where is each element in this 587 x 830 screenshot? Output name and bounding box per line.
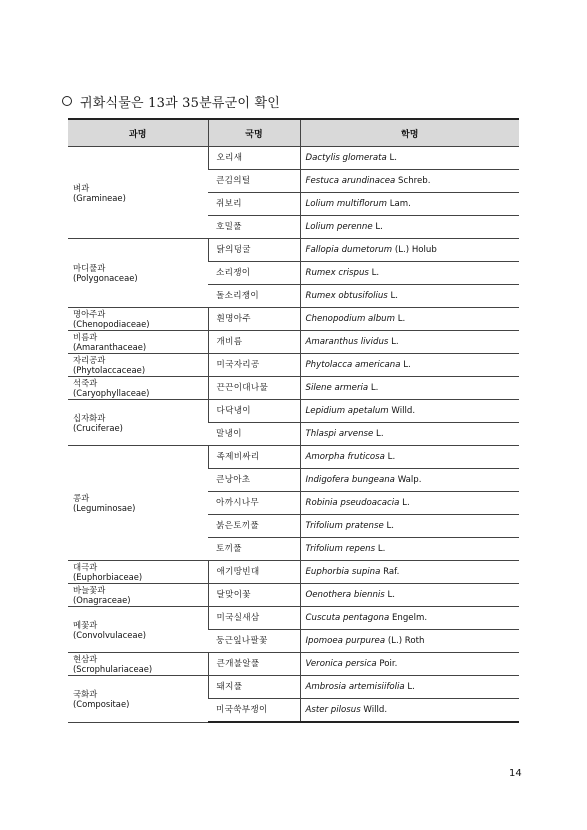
binomial-name: Festuca arundinacea <box>305 176 396 186</box>
author-citation: L. <box>391 337 399 347</box>
korean-name-cell: 애기땅빈대 <box>208 561 300 584</box>
binomial-name: Indigofera bungeana <box>305 475 395 485</box>
scientific-name-cell <box>300 400 519 423</box>
scientific-name-cell <box>300 469 519 492</box>
author-citation: Willd. <box>363 705 388 715</box>
author-citation: L. <box>370 383 379 393</box>
binomial-name: Lolium multiflorum <box>305 199 387 209</box>
author-citation: L. <box>377 544 386 554</box>
table-row <box>68 400 519 423</box>
header-scientific-name: 학명 <box>300 119 519 147</box>
family-korean-name: 현삼과 <box>73 654 98 664</box>
table-header-row <box>68 119 519 147</box>
binomial-name: Euphorbia supina <box>305 567 381 577</box>
family-latin-name: (Scrophulariaceae) <box>73 664 153 674</box>
author-citation: L. <box>387 452 396 462</box>
scientific-name-cell <box>300 423 519 446</box>
scientific-name-cell <box>300 561 519 584</box>
binomial-name: Robinia pseudoacacia <box>305 498 400 508</box>
author-citation: L. <box>397 314 406 324</box>
family-cell <box>68 377 208 400</box>
family-cell <box>68 331 208 354</box>
section-heading <box>62 92 280 111</box>
korean-name-cell: 미국실새삼 <box>208 607 300 630</box>
korean-name-cell: 토끼풀 <box>208 538 300 561</box>
korean-name-cell: 족제비싸리 <box>208 446 300 469</box>
korean-name-cell: 흰명아주 <box>208 308 300 331</box>
scientific-name-cell <box>300 170 519 193</box>
table-row <box>68 607 519 630</box>
family-cell <box>68 446 208 561</box>
author-citation: Engelm. <box>391 613 428 623</box>
family-cell <box>68 147 208 239</box>
scientific-name-cell <box>300 262 519 285</box>
korean-name-cell: 호밀풀 <box>208 216 300 239</box>
author-citation: L. <box>376 429 384 439</box>
family-cell <box>68 676 208 723</box>
table-row <box>68 308 519 331</box>
table-row <box>68 239 519 262</box>
header-korean-name: 국명 <box>208 119 300 147</box>
korean-name-cell: 달맞이꽃 <box>208 584 300 607</box>
scientific-name-cell <box>300 584 519 607</box>
korean-name-cell: 다닥냉이 <box>208 400 300 423</box>
table-row <box>68 354 519 377</box>
family-latin-name: (Gramineae) <box>73 192 126 203</box>
binomial-name: Thlaspi arvense <box>305 429 374 439</box>
family-latin-name: (Chenopodiaceae) <box>73 319 150 329</box>
family-latin-name: (Compositae) <box>73 698 130 709</box>
family-korean-name: 국화과 <box>73 688 98 699</box>
scientific-name-cell <box>300 147 519 170</box>
family-cell <box>68 584 208 607</box>
author-citation: Poir. <box>379 659 398 669</box>
scientific-name-cell <box>300 354 519 377</box>
family-korean-name: 대극과 <box>73 562 98 572</box>
binomial-name: Rumex crispus <box>305 268 369 278</box>
korean-name-cell: 아까시나무 <box>208 492 300 515</box>
scientific-name-cell <box>300 216 519 239</box>
family-cell <box>68 354 208 377</box>
family-latin-name: (Convolvulaceae) <box>73 629 146 640</box>
binomial-name: Oenothera biennis <box>305 590 385 600</box>
table-body <box>68 147 519 723</box>
scientific-name-cell <box>300 193 519 216</box>
author-citation: Raf. <box>383 567 400 577</box>
binomial-name: Ambrosia artemisiifolia <box>305 682 405 692</box>
author-citation: Walp. <box>397 475 422 485</box>
scientific-name-cell <box>300 630 519 653</box>
binomial-name: Trifolium repens <box>305 544 376 554</box>
korean-name-cell: 둥근잎나팔꽃 <box>208 630 300 653</box>
family-korean-name: 메꽃과 <box>73 619 98 630</box>
korean-name-cell: 말냉이 <box>208 423 300 446</box>
binomial-name: Ipomoea purpurea <box>305 636 386 646</box>
korean-name-cell: 큰김의털 <box>208 170 300 193</box>
family-cell <box>68 561 208 584</box>
family-latin-name: (Caryophyllaceae) <box>73 388 150 398</box>
scientific-name-cell <box>300 538 519 561</box>
binomial-name: Aster pilosus <box>305 705 361 715</box>
binomial-name: Chenopodium album <box>305 314 395 324</box>
family-latin-name: (Leguminosae) <box>73 503 136 513</box>
korean-name-cell: 끈끈이대나물 <box>208 377 300 400</box>
scientific-name-cell <box>300 699 519 723</box>
family-korean-name: 비름과 <box>73 332 98 342</box>
table-row <box>68 446 519 469</box>
author-citation: L. <box>407 682 415 692</box>
binomial-name: Phytolacca americana <box>305 360 401 370</box>
korean-name-cell: 오리새 <box>208 147 300 170</box>
binomial-name: Amaranthus lividus <box>305 337 389 347</box>
table-row <box>68 653 519 676</box>
family-cell <box>68 308 208 331</box>
binomial-name: Veronica persica <box>305 659 377 669</box>
family-korean-name: 자리공과 <box>73 355 106 365</box>
section-heading-text: 귀화식물은 13과 35분류군이 확인 <box>80 96 280 111</box>
korean-name-cell: 닭의덩굴 <box>208 239 300 262</box>
scientific-name-cell <box>300 446 519 469</box>
binomial-name: Cuscuta pentagona <box>305 613 390 623</box>
korean-name-cell: 개비름 <box>208 331 300 354</box>
author-citation: Willd. <box>391 406 416 416</box>
family-latin-name: (Amaranthaceae) <box>73 342 147 352</box>
binomial-name: Rumex obtusifolius <box>305 291 388 301</box>
binomial-name: Lepidium apetalum <box>305 406 389 416</box>
table-row <box>68 676 519 699</box>
author-citation: (L.) Holub <box>394 245 437 255</box>
korean-name-cell: 돼지풀 <box>208 676 300 699</box>
family-korean-name: 마디풀과 <box>73 263 106 273</box>
family-korean-name: 석죽과 <box>73 378 98 388</box>
author-citation: L. <box>403 360 411 370</box>
family-cell <box>68 607 208 653</box>
author-citation: L. <box>390 291 399 301</box>
family-latin-name: (Polygonaceae) <box>73 273 138 283</box>
scientific-name-cell <box>300 239 519 262</box>
scientific-name-cell <box>300 515 519 538</box>
author-citation: L. <box>389 153 398 163</box>
korean-name-cell: 쥐보리 <box>208 193 300 216</box>
circle-bullet-icon <box>62 96 72 106</box>
table-row <box>68 561 519 584</box>
author-citation: L. <box>375 222 383 232</box>
family-korean-name: 명아주과 <box>73 309 106 319</box>
korean-name-cell: 소리쟁이 <box>208 262 300 285</box>
korean-name-cell: 붉은토끼풀 <box>208 515 300 538</box>
author-citation: (L.) Roth <box>387 636 425 646</box>
scientific-name-cell <box>300 607 519 630</box>
naturalized-plants-table <box>68 118 519 723</box>
family-korean-name: 바늘꽃과 <box>73 585 106 595</box>
family-cell <box>68 239 208 308</box>
author-citation: L. <box>387 590 396 600</box>
scientific-name-cell <box>300 377 519 400</box>
korean-name-cell: 미국쑥부쟁이 <box>208 699 300 723</box>
family-latin-name: (Cruciferae) <box>73 422 123 433</box>
table-row <box>68 584 519 607</box>
scientific-name-cell <box>300 676 519 699</box>
family-latin-name: (Euphorbiaceae) <box>73 572 143 582</box>
scientific-name-cell <box>300 492 519 515</box>
binomial-name: Dactylis glomerata <box>305 153 387 163</box>
author-citation: L. <box>371 268 380 278</box>
korean-name-cell: 큰개불알풀 <box>208 653 300 676</box>
table-row <box>68 147 519 170</box>
binomial-name: Amorpha fruticosa <box>305 452 385 462</box>
scientific-name-cell <box>300 285 519 308</box>
page-number: 14 <box>509 768 522 779</box>
family-cell <box>68 400 208 446</box>
binomial-name: Fallopia dumetorum <box>305 245 393 255</box>
korean-name-cell: 돌소리쟁이 <box>208 285 300 308</box>
binomial-name: Trifolium pratense <box>305 521 384 531</box>
family-korean-name: 벼과 <box>73 182 90 193</box>
family-cell <box>68 653 208 676</box>
binomial-name: Silene armeria <box>305 383 369 393</box>
family-korean-name: 십자화과 <box>73 412 106 423</box>
scientific-name-cell <box>300 331 519 354</box>
korean-name-cell: 미국자리공 <box>208 354 300 377</box>
korean-name-cell: 큰낭아초 <box>208 469 300 492</box>
author-citation: Lam. <box>389 199 411 209</box>
family-latin-name: (Onagraceae) <box>73 595 131 605</box>
scientific-name-cell <box>300 308 519 331</box>
binomial-name: Lolium perenne <box>305 222 373 232</box>
author-citation: L. <box>402 498 410 508</box>
table-row <box>68 331 519 354</box>
table-row <box>68 377 519 400</box>
family-korean-name: 콩과 <box>73 493 90 503</box>
author-citation: L. <box>386 521 394 531</box>
author-citation: Schreb. <box>398 176 431 186</box>
header-family: 과명 <box>68 119 208 147</box>
scientific-name-cell <box>300 653 519 676</box>
family-latin-name: (Phytolaccaceae) <box>73 365 146 375</box>
